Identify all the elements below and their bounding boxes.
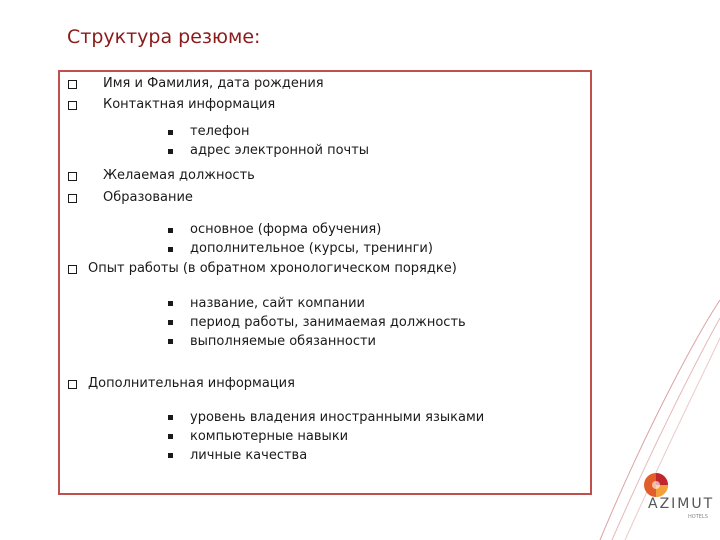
checkbox-bullet-icon [68, 380, 77, 389]
square-bullet-icon [168, 247, 173, 252]
checkbox-bullet-icon [68, 101, 77, 110]
azimut-logo-icon [643, 472, 669, 498]
square-bullet-icon [168, 339, 173, 344]
item-position: Желаемая должность [103, 168, 255, 183]
item-exp-company: название, сайт компании [190, 296, 365, 311]
checkbox-bullet-icon [68, 265, 77, 274]
square-bullet-icon [168, 320, 173, 325]
item-edu-main: основное (форма обучения) [190, 222, 382, 237]
square-bullet-icon [168, 228, 173, 233]
item-education: Образование [103, 190, 193, 205]
square-bullet-icon [168, 301, 173, 306]
item-exp-duties: выполняемые обязанности [190, 334, 376, 349]
item-edu-extra: дополнительное (курсы, тренинги) [190, 241, 433, 256]
logo-name: AZIMUT [648, 496, 715, 512]
item-add-lang: уровень владения иностранными языками [190, 410, 485, 425]
square-bullet-icon [168, 434, 173, 439]
item-email: адрес электронной почты [190, 143, 370, 158]
square-bullet-icon [168, 453, 173, 458]
checkbox-bullet-icon [68, 172, 77, 181]
item-contact: Контактная информация [103, 97, 276, 112]
item-add-personal: личные качества [190, 448, 308, 463]
item-add-computer: компьютерные навыки [190, 429, 349, 444]
item-additional: Дополнительная информация [88, 376, 295, 391]
square-bullet-icon [168, 130, 173, 135]
item-exp-period: период работы, занимаемая должность [190, 315, 466, 330]
item-phone: телефон [190, 124, 250, 139]
square-bullet-icon [168, 415, 173, 420]
checkbox-bullet-icon [68, 194, 77, 203]
item-experience: Опыт работы (в обратном хронологическом порядке) [88, 261, 457, 276]
logo-sub: HOTELS [688, 514, 708, 520]
checkbox-bullet-icon [68, 80, 77, 89]
slide-title: Структура резюме: [67, 26, 261, 48]
square-bullet-icon [168, 149, 173, 154]
item-name: Имя и Фамилия, дата рождения [103, 76, 324, 91]
